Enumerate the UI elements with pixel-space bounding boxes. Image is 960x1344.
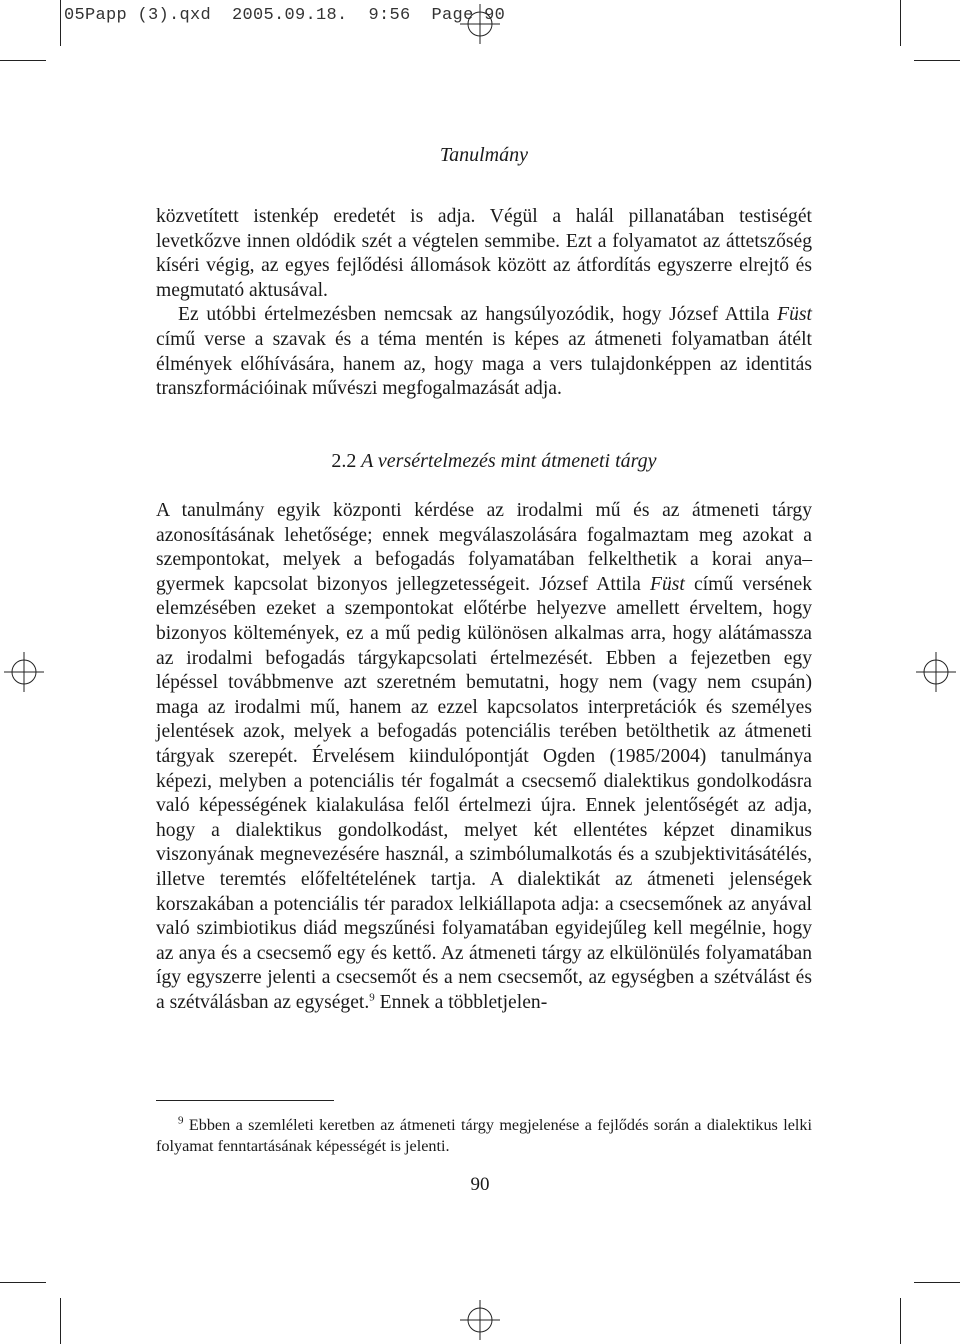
section-number: 2.2 — [331, 450, 357, 472]
registration-mark-right-icon — [916, 652, 956, 692]
crop-mark-top-right-v — [900, 0, 901, 46]
running-header: Tanulmány — [439, 144, 528, 166]
registration-mark-left-icon — [4, 652, 44, 692]
footnote-text: Ebben a szemléleti keretben az átmeneti tárgy megjelenése a fejlődés során a dialektikus lelki folyamat fenntartásának képességét is jelenti. — [156, 1116, 812, 1155]
paragraph-text: A tanulmány egyik központi kérdése az irodalmi mű és az átmeneti tárgy azonosításának lehetősége; ennek megválaszolására fogalmaztam meg azokat a szempontokat, melyek a befogadás folyamatában felkelthetik a korai anya–gyermek kapcsolat bizonyos jellegzetességeit. József Attila — [156, 500, 812, 595]
footnote-reference[interactable]: 9 — [369, 991, 375, 1004]
section-heading — [156, 450, 812, 473]
footnote-number: 9 — [178, 1114, 184, 1127]
print-slug: 05Papp (3).qxd 2005.09.18. 9:56 Page 90 — [64, 6, 506, 25]
page-number: 90 — [470, 1174, 490, 1195]
body-text-top — [156, 205, 812, 402]
footnote — [156, 1115, 812, 1156]
continuation-paragraph: közvetített istenkép eredetét is adja. Végül a halál pillanatában testiségét levetkőzve innen oldódik szét a végtelen semmibe. Ezt a folyamatot az áttetszőség kíséri végig, az egyes fejlődési állomások között az átfordítás egyszerre elrejtő és megmutató aktusával. — [156, 206, 812, 301]
crop-mark-bottom-left-v — [60, 1298, 61, 1344]
crop-mark-bottom-right-h — [914, 1282, 960, 1283]
paragraph-text: Ez utóbbi értelmezésben nemcsak az hangsúlyozódik, hogy József Attila — [178, 304, 778, 326]
footnote-divider — [156, 1100, 334, 1101]
crop-mark-bottom-right-v — [900, 1298, 901, 1344]
paragraph-text: című versének elemzésében ezeket a szempontokat előtérbe helyezve amellett érveltem, hogy bizonyos költemények, ez a mű pedig különösen alkalmas arra, hogy alátámassza az irodalmi befogadás tárgykapcsolati értelmezését. Ebben a fejezetben egy lépéssel továbbmenve azt szeretném bemutatni, hogy nem (vagy nem csupán) maga az irodalmi mű, hanem az ezzel kapcsolatos interpretációk és személyes jelentések azok, melyek a befogadás potenciális terében betölthetik az átmeneti tárgyak szerepét. Érvelésem kiindulópontját Ogden (1985/2004) tanulmánya képezi, melyben a potenciális tér fogalmát a csecsemő dialektikus gondolkodásra való képességének kialakulása felől értelmezi újra. Ennek jelentőségét az adja, hogy a dialektikus gondolkodást, melyet két ellentétes képzet dinamikus viszonyának megnevezésére használ, a szimbólumalkotás és a szubjektivitásátélés, illetve teremtés előfeltételének tartja. A dialektikát az átmeneti jelenségek korszakában a potenciális tér paradox lelkiállapota adja: a csecsemőnek az anyával való szimbiotikus diád megszűnési folyamatában egyidejűleg kell megélnie, hogy az anya és a csecsemő egy és kettő. Az átmeneti tárgy az elkülönülés folyamatában így egyszerre jelenti a csecsemőt és a nem csecsemőt, az egységben a szétválást és a szétválásban az egységet. — [156, 573, 812, 1013]
registration-mark-top-icon — [460, 4, 500, 44]
paragraph-interpretation — [156, 303, 812, 401]
paragraph-text: Ennek a többletjelen- — [374, 991, 548, 1013]
poem-title: Füst — [777, 304, 812, 326]
crop-mark-top-left-v — [60, 0, 61, 46]
crop-mark-top-left-h — [0, 60, 46, 61]
poem-title: Füst — [650, 573, 685, 595]
paragraph-text: című verse a szavak és a téma mentén is képes az átmeneti folyamatban átélt élmények előhívására, hanem az, hogy maga a vers tulajdonképpen az identitás transzformációinak művészi megfogalmazását adja. — [156, 328, 812, 400]
registration-mark-bottom-icon — [460, 1300, 500, 1340]
section-title-text: A versértelmezés mint átmeneti tárgy — [361, 450, 657, 472]
crop-mark-bottom-left-h — [0, 1282, 46, 1283]
section-paragraph — [156, 499, 812, 1015]
crop-mark-top-right-h — [914, 60, 960, 61]
body-text-section — [156, 499, 812, 1015]
